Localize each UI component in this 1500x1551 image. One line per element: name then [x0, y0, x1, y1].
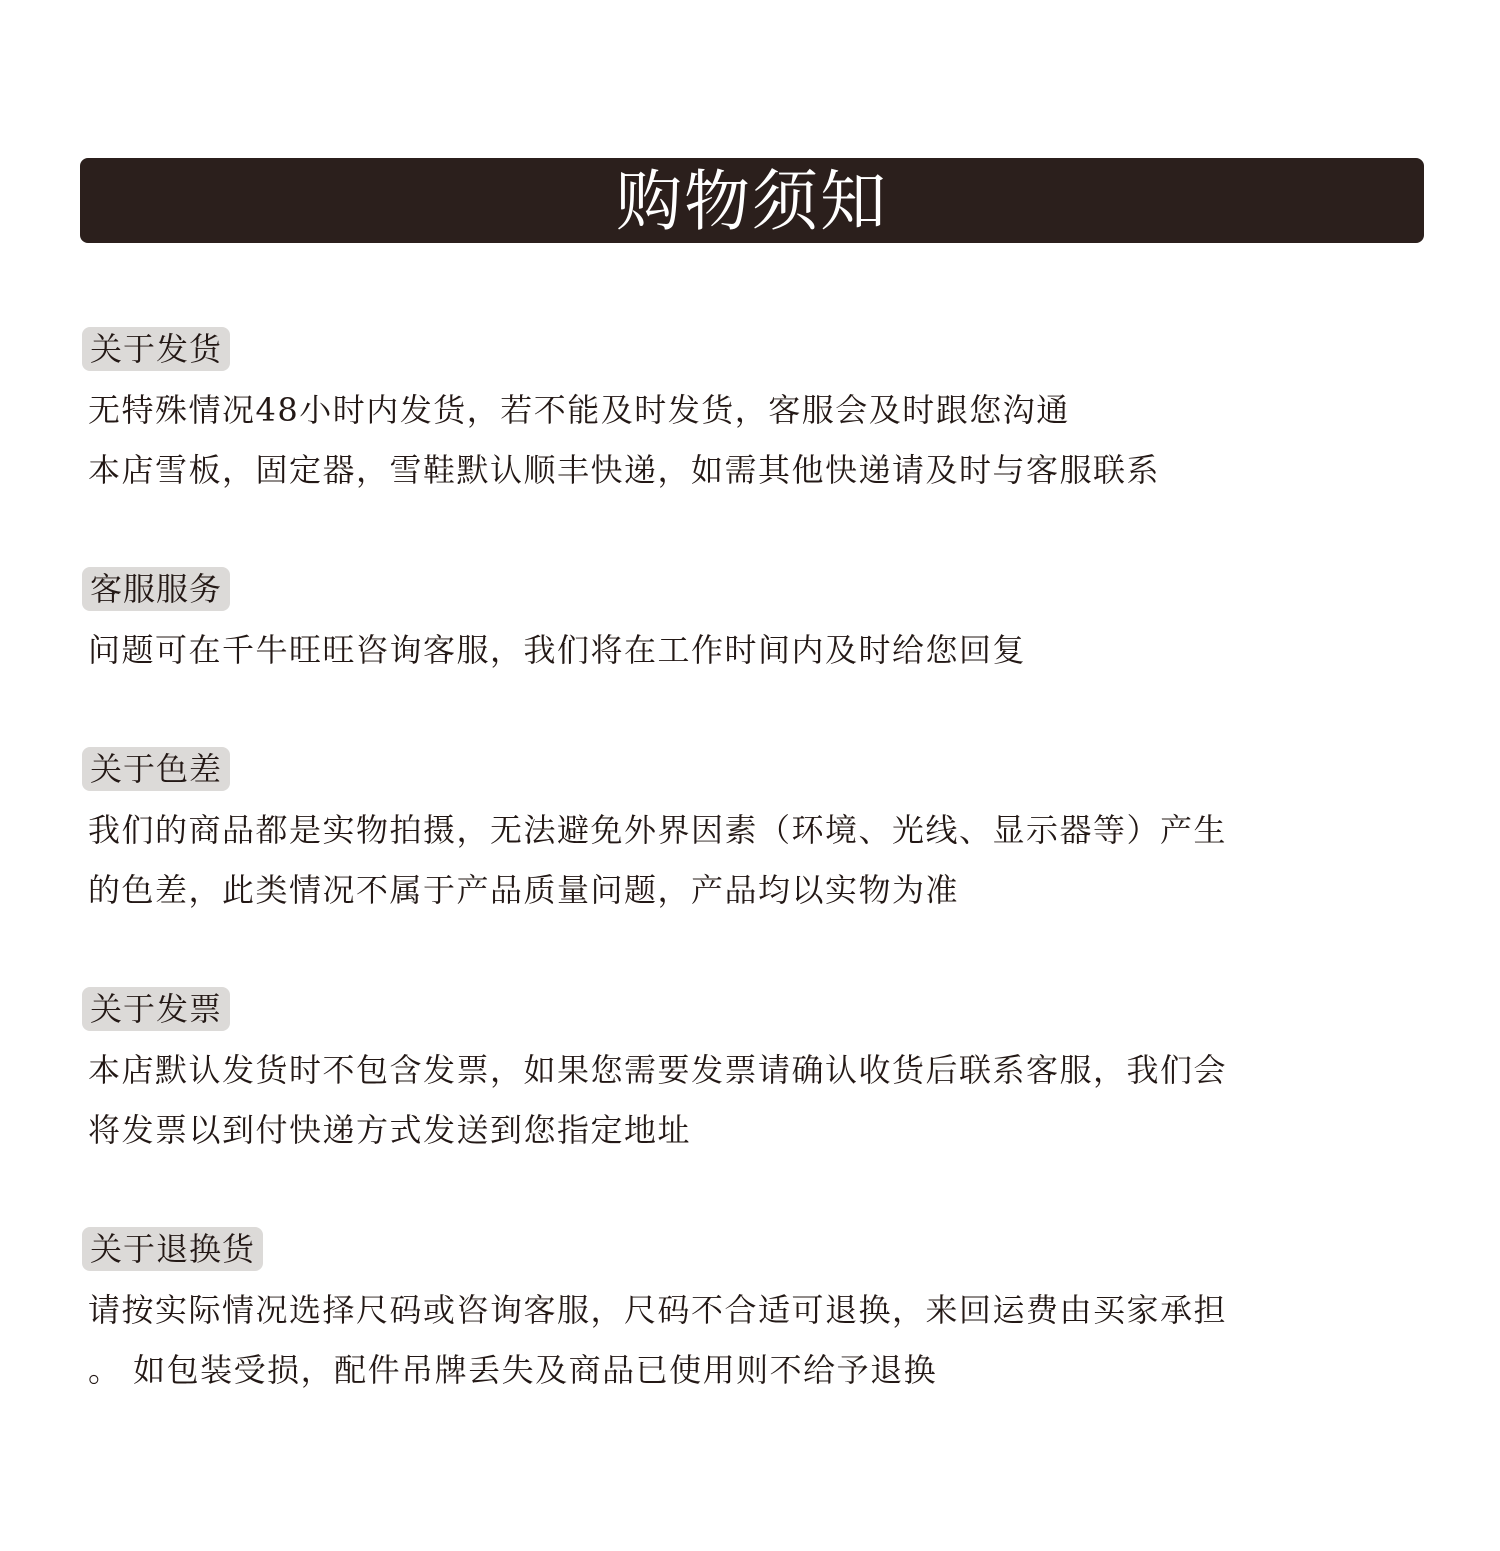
section-line: 本店雪板，固定器，雪鞋默认顺丰快递，如需其他快递请及时与客服联系	[88, 451, 1161, 489]
section-tag: 关于发票	[82, 987, 230, 1031]
section-line: 本店默认发货时不包含发票，如果您需要发票请确认收货后联系客服，我们会	[88, 1051, 1228, 1089]
section-line: 请按实际情况选择尺码或咨询客服，尺码不合适可退换，来回运费由买家承担	[88, 1291, 1228, 1329]
section-line: 。 如包装受损，配件吊牌丢失及商品已使用则不给予退换	[88, 1351, 938, 1389]
section-shipping	[82, 327, 1382, 500]
section-tag: 关于色差	[82, 747, 230, 791]
section-color-difference	[82, 747, 1382, 920]
section-tag: 关于退换货	[82, 1227, 263, 1271]
section-line: 的色差，此类情况不属于产品质量问题，产品均以实物为准	[88, 871, 960, 909]
section-tag: 关于发货	[82, 327, 230, 371]
page-title-banner	[80, 158, 1424, 243]
section-invoice	[82, 987, 1382, 1160]
section-line: 问题可在千牛旺旺咨询客服，我们将在工作时间内及时给您回复	[88, 631, 1027, 669]
section-line: 无特殊情况48小时内发货，若不能及时发货，客服会及时跟您沟通	[88, 391, 1070, 429]
page-title: 购物须知	[616, 162, 888, 240]
section-line: 我们的商品都是实物拍摄，无法避免外界因素（环境、光线、显示器等）产生	[88, 811, 1228, 849]
section-customer-service	[82, 567, 1382, 680]
section-returns	[82, 1227, 1382, 1400]
section-line: 将发票以到付快递方式发送到您指定地址	[88, 1111, 692, 1149]
section-tag: 客服服务	[82, 567, 230, 611]
